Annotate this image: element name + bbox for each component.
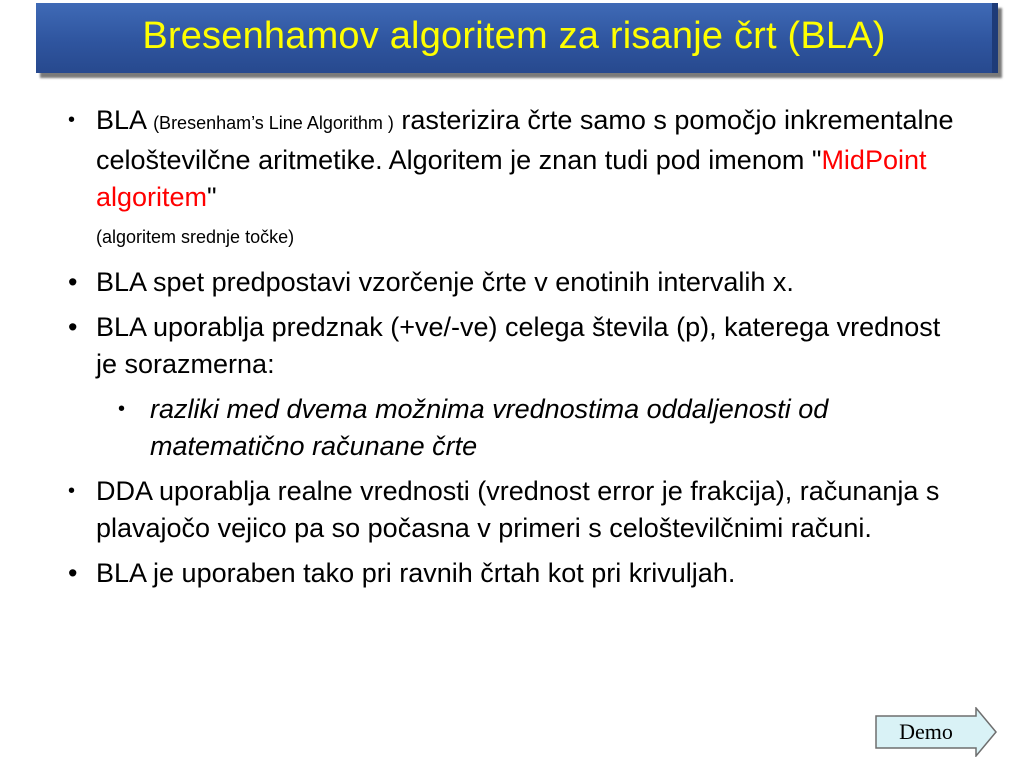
highlight-midpoint: MidPoint algoritem — [96, 145, 927, 212]
bullet-paren-note: (Bresenham’s Line Algorithm ) — [153, 113, 394, 133]
sub-bullet-text: razliki med dvema možnima vrednostima oddaljenosti od matematično računane črte — [150, 394, 829, 461]
bullet-marker: • — [68, 312, 78, 342]
bullet-sign — [62, 309, 962, 383]
slide-content — [62, 102, 962, 600]
slide-title: Bresenhamov algoritem za risanje črt (BLA) — [142, 15, 886, 57]
bullet-lead: BLA — [96, 105, 146, 135]
bullet-marker: • — [68, 558, 78, 588]
bullet-text-end: " — [207, 182, 217, 212]
demo-button[interactable] — [875, 707, 997, 757]
bullet-marker: • — [68, 267, 78, 297]
sub-bullet-marker: • — [118, 398, 126, 420]
bullet-dda — [62, 473, 962, 547]
bullet-note: (algoritem srednje točke) — [96, 227, 295, 247]
bullet-text: BLA uporablja predznak (+ve/-ve) celega števila (p), katerega vrednost je sorazmerna: — [96, 312, 941, 379]
bullet-text: BLA spet predpostavi vzorčenje črte v enotinih intervalih x. — [96, 267, 794, 297]
bullet-marker: • — [68, 480, 76, 502]
bullet-text: BLA je uporaben tako pri ravnih črtah kot pri krivuljah. — [96, 558, 736, 588]
bullet-text: rasterizira črte samo s pomočjo inkrementalne celoštevilčne aritmetike. Algoritem je znan tudi pod imenom " — [96, 105, 954, 175]
bullet-text: DDA uporablja realne vrednosti (vrednost error je frakcija), računanja s plavajočo vejico pa so počasna v primeri s celoštevilčnimi računi. — [96, 476, 940, 543]
bullet-bla-definition — [62, 102, 962, 256]
bullet-usage — [62, 555, 962, 592]
bullet-sampling — [62, 264, 962, 301]
sub-bullet-difference — [62, 391, 962, 465]
title-bar — [36, 3, 998, 73]
bullet-marker: • — [68, 109, 76, 131]
demo-button-label: Demo — [899, 719, 953, 744]
